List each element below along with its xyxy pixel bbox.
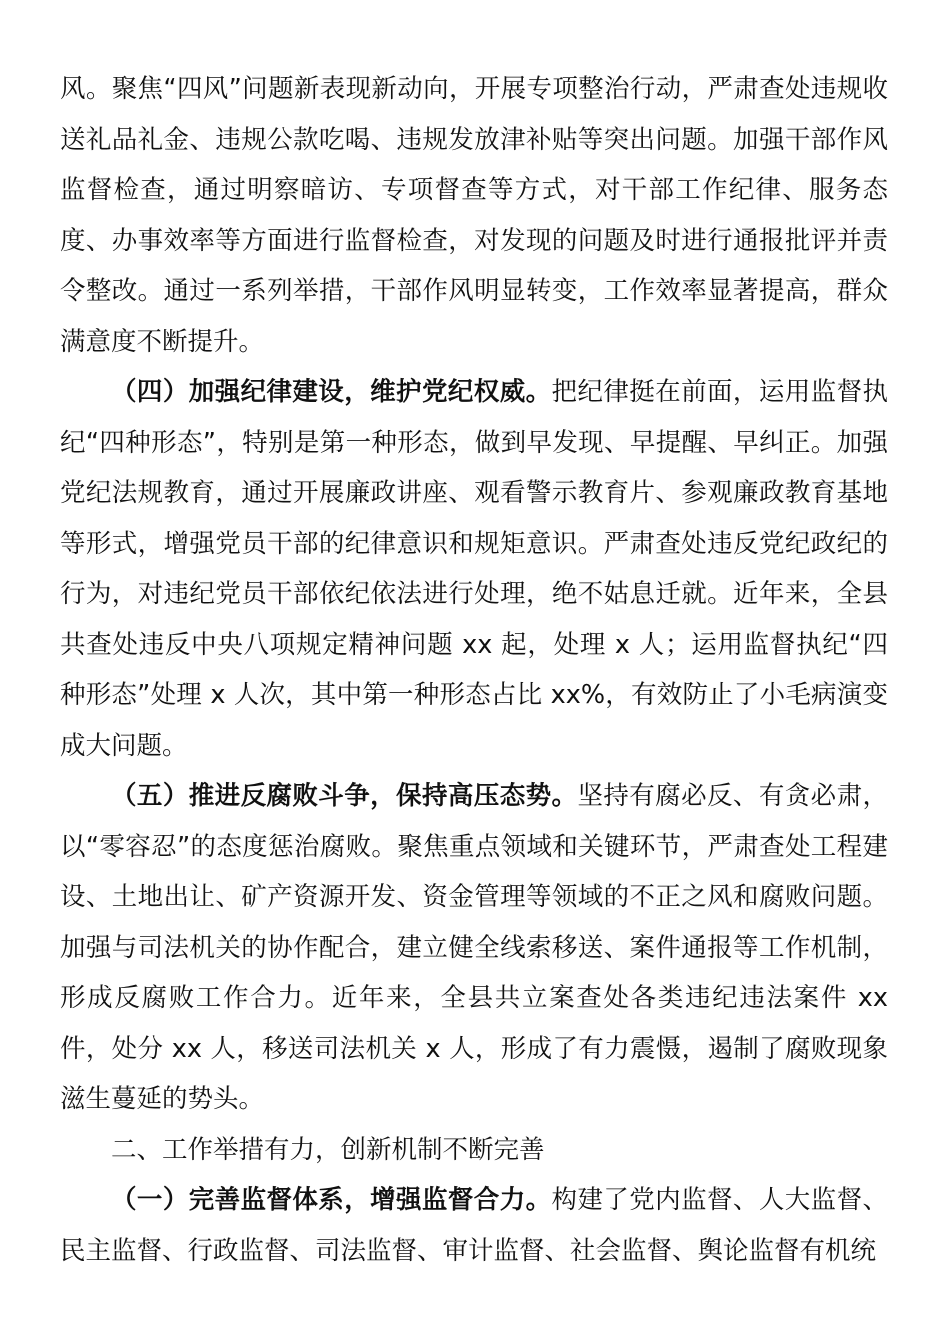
- paragraph-continued-work-style: [60, 64, 888, 367]
- paragraph-anti-corruption: [60, 771, 888, 1125]
- paragraph-body: 构建了党内监督、人大监督、民主监督、行政监督、司法监督、审计监督、社会监督、舆论监督有机统: [60, 1185, 888, 1266]
- paragraph-supervision-system: [60, 1175, 888, 1276]
- section-heading: 二、工作举措有力，创新机制不断完善: [111, 1134, 545, 1165]
- paragraph-body: 风。聚焦“四风”问题新表现新动向，开展专项整治行动，严肃查处违规收送礼品礼金、违规公款吃喝、违规发放津补贴等突出问题。加强干部作风监督检查，通过明察暗访、专项督查等方式，对干部工作纪律、服务态度、办事效率等方面进行监督检查，对发现的问题及时进行通报批评并责令整改。通过一系列举措，干部作风明显转变，工作效率显著提高，群众满意度不断提升。: [60, 74, 888, 357]
- paragraph-discipline-building: [60, 367, 888, 771]
- paragraph-lead-heading: （一）完善监督体系，增强监督合力。: [111, 1185, 552, 1215]
- paragraph-lead-heading: （五）推进反腐败斗争，保持高压态势。: [111, 781, 578, 811]
- paragraph-body: 把纪律挺在前面，运用监督执纪“四种形态”，特别是第一种形态，做到早发现、早提醒、早纠正。加强党纪法规教育，通过开展廉政讲座、观看警示教育片、参观廉政教育基地等形式，增强党员干部的纪律意识和规矩意识。严肃查处违反党纪政纪的行为，对违纪党员干部依纪依法进行处理，绝不姑息迁就。近年来，全县共查处违反中央八项规定精神问题 xx 起，处理 x 人；运用监督执纪“四种形态”处理 x 人次，其中第一种形态占比 xx%，有效防止了小毛病演变成大问题。: [60, 377, 888, 761]
- paragraph-lead-heading: （四）加强纪律建设，维护党纪权威。: [111, 377, 552, 407]
- paragraph-body: 坚持有腐必反、有贪必肃，以“零容忍”的态度惩治腐败。聚焦重点领域和关键环节，严肃查处工程建设、土地出让、矿产资源开发、资金管理等领域的不正之风和腐败问题。加强与司法机关的协作配合，建立健全线索移送、案件通报等工作机制，形成反腐败工作合力。近年来，全县共立案查处各类违纪违法案件 xx 件，处分 xx 人，移送司法机关 x 人，形成了有力震慑，遏制了腐败现象滋生蔓延的势头。: [60, 781, 888, 1114]
